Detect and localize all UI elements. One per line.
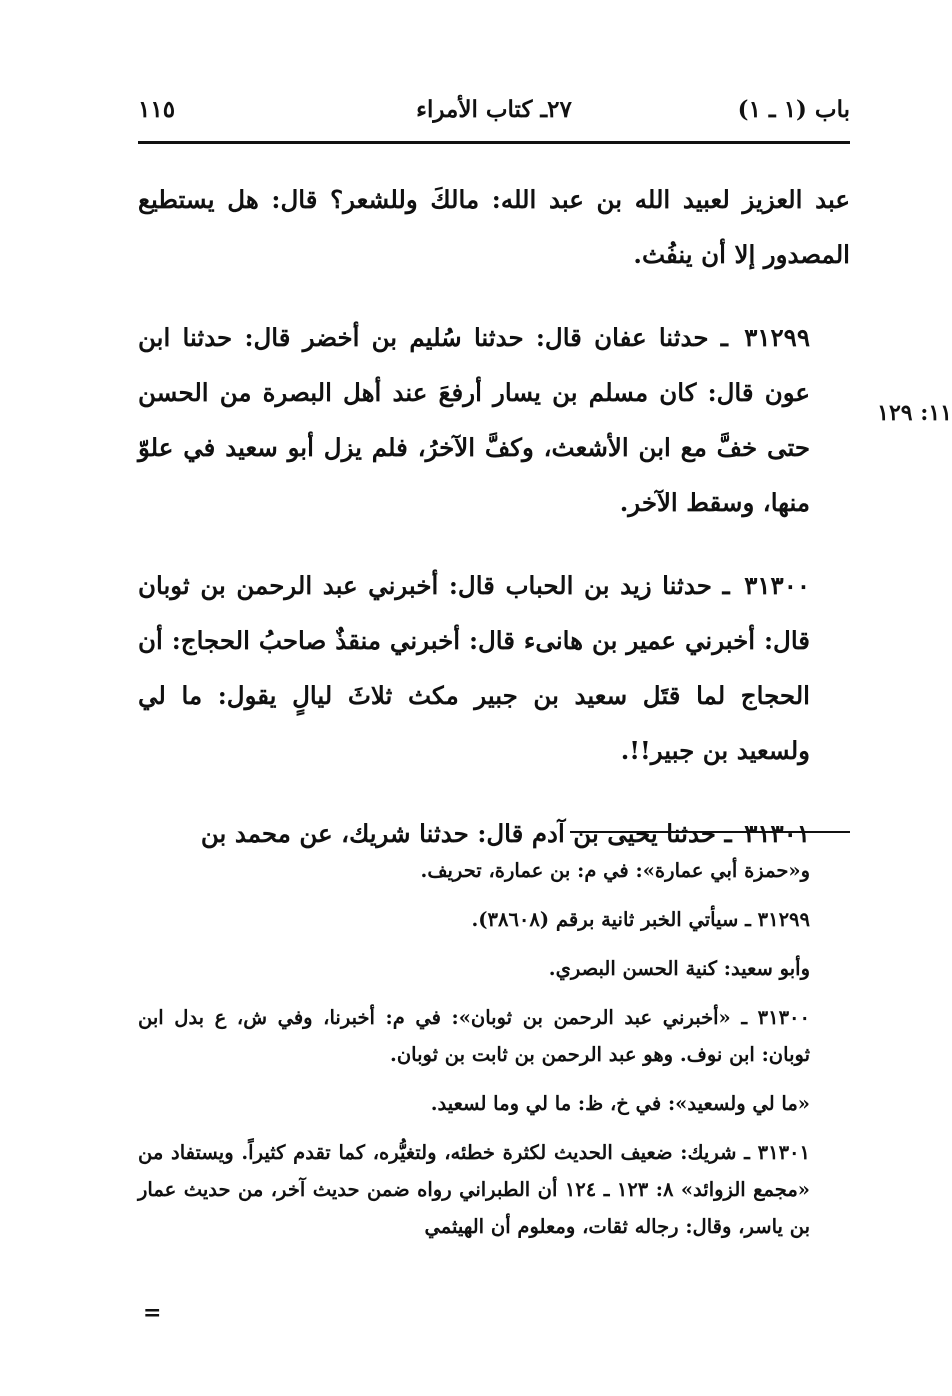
paragraph-text: ـ حدثنا عفان قال: حدثنا سُليم بن أخضر قال: حدثنا ابن عون قال: كان مسلم بن يسار أرفعَ عند أهل البصرة من الحسن حتى خفَّ مع ابن الأشعث، وكفَّ الآخرُ، فلم يزل أبو سعيد في علوّ منها، وسقط الآخر. [138,323,810,517]
footnotes [138,852,850,1245]
paragraph-continuation [138,172,850,282]
main-text [138,172,850,861]
footnote: وأبو سعيد: كنية الحسن البصري. [548,957,810,980]
book-title: ٢٧ـ كتاب الأمراء [416,96,572,123]
paragraph-text: ـ حدثنا يحيى بن آدم قال: حدثنا شريك، عن محمد بن [200,819,732,848]
footnote: ٣١٣٠٠ ـ «أخبرني عبد الرحمن بن ثوبان»: في م: أخبرنا، وفي ش، ع بدل ابن ثوبان: ابن نوف. وهو عبد الرحمن بن ثابت بن ثوبان. [138,1006,810,1066]
footnote-separator [570,831,850,833]
footnote: ٣١٢٩٩ ـ سيأتي الخبر ثانية برقم (٣٨٦٠٨). [471,908,810,931]
hadith-number: ٣١٣٠١ [744,819,810,848]
continuation-mark: = [143,1300,162,1326]
hadith-number: ٣١٢٩٩ [744,323,810,352]
hadith-number: ٣١٣٠٠ [744,571,811,600]
header-rule [138,141,850,144]
margin-reference: ١١: ١٢٩ [877,400,952,426]
page-header [138,92,850,136]
hadith-paragraph [138,558,850,778]
hadith-paragraph [138,310,850,530]
footnote: ٣١٣٠١ ـ شريك: ضعيف الحديث لكثرة خطئه، ولتغيُّره، كما تقدم كثيراً. ويستفاد من «مجمع الزوائد» ٨: ١٢٣ ـ ١٢٤ أن الطبراني رواه ضمن حديث آخر، من حديث عمار بن ياسر، وقال: رجاله ثقات، ومعلوم أن الهيثمي [138,1141,810,1238]
paragraph-text: ـ حدثنا زيد بن الحباب قال: أخبرني عبد الرحمن بن ثوبان قال: أخبرني عمير بن هانىء قال: أخبرني منقذٌ صاحبُ الحجاج: أن الحجاج لما قتَل سعيد بن جبير مكث ثلاثَ ليالٍ يقول: ما لي ولسعيد بن جبير!!. [138,571,810,765]
footnote: «ما لي ولسعيد»: في خ، ظ: ما لي وما لسعيد. [430,1092,810,1115]
page-number: ١١٥ [138,96,176,123]
chapter-heading: باب (١ ـ ١) [737,96,850,123]
footnote: و«حمزة أبي عمارة»: في م: بن عمارة، تحريف. [420,859,810,882]
paragraph-text: عبد العزيز لعبيد الله بن عبد الله: مالكَ وللشعر؟ قال: هل يستطيع المصدور إلا أن ينفُث. [138,185,850,269]
